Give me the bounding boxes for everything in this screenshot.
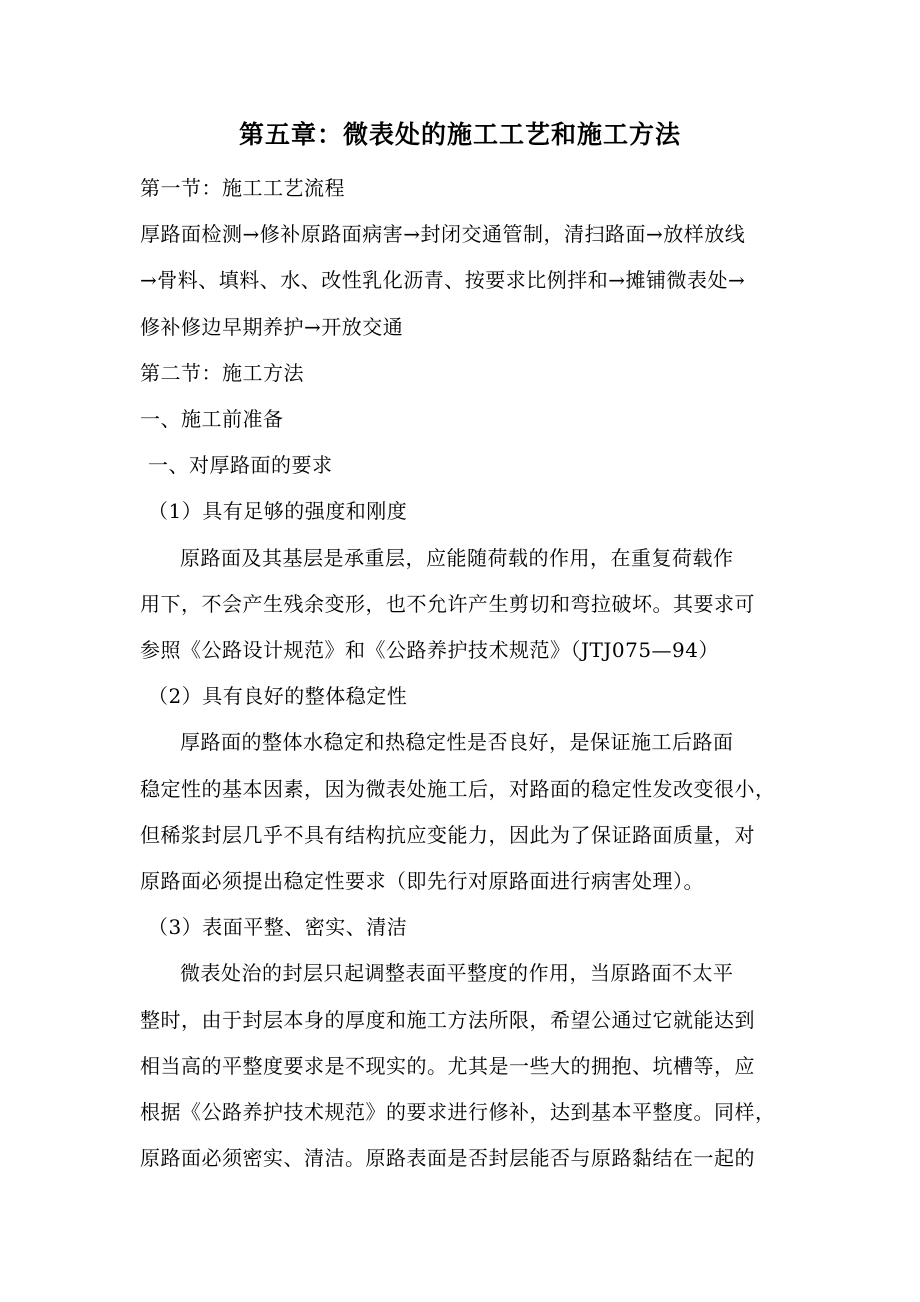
paragraph-line: 整时，由于封层本身的厚度和施工方法所限，希望公通过它就能达到 bbox=[140, 1007, 755, 1032]
paragraph-line: 稳定性的基本因素，因为微表处施工后，对路面的稳定性发改变很小， bbox=[140, 776, 776, 801]
section-heading: 第二节：施工方法 bbox=[140, 360, 304, 385]
paragraph-line: 相当高的平整度要求是不现实的。尤其是一些大的拥抱、坑槽等，应 bbox=[140, 1053, 755, 1078]
paragraph-line: 厚路面检测→修补原路面病害→封闭交通管制，清扫路面→放样放线 bbox=[140, 222, 746, 247]
paragraph-line: 微表处治的封层只起调整表面平整度的作用，当原路面不太平 bbox=[180, 961, 734, 986]
paragraph-line: 修补修边早期养护→开放交通 bbox=[140, 314, 404, 339]
paragraph-line: 厚路面的整体水稳定和热稳定性是否良好，是保证施工后路面 bbox=[180, 730, 734, 755]
document-body bbox=[140, 165, 785, 1181]
item-heading: （3）表面平整、密实、清洁 bbox=[148, 915, 408, 940]
chapter-title: 第五章：微表处的施工工艺和施工方法 bbox=[238, 120, 681, 149]
paragraph-line: 原路面必须提出稳定性要求（即先行对原路面进行病害处理）。 bbox=[140, 869, 704, 894]
section-heading: 第一节：施工工艺流程 bbox=[140, 176, 345, 200]
paragraph-line: 原路面必须密实、清洁。原路表面是否封层能否与原路黏结在一起的 bbox=[140, 1146, 755, 1171]
paragraph-line: →骨料、填料、水、改性乳化沥青、按要求比例拌和→摊铺微表处→ bbox=[140, 268, 746, 293]
paragraph-line: 但稀浆封层几乎不具有结构抗应变能力，因此为了保证路面质量，对 bbox=[140, 822, 755, 847]
paragraph-line: 用下，不会产生残余变形，也不允许产生剪切和弯拉破坏。其要求可 bbox=[140, 591, 755, 616]
paragraph-line: 根据《公路养护技术规范》的要求进行修补，达到基本平整度。同样， bbox=[140, 1100, 776, 1125]
subsection-heading: 一、施工前准备 bbox=[140, 407, 284, 432]
paragraph-line: 原路面及其基层是承重层，应能随荷载的作用，在重复荷载作 bbox=[180, 545, 734, 570]
item-heading: （2）具有良好的整体稳定性 bbox=[148, 684, 408, 709]
item-heading: （1）具有足够的强度和刚度 bbox=[148, 499, 408, 524]
paragraph-line: 参照《公路设计规范》和《公路养护技术规范》（JTJ075—94） bbox=[140, 638, 719, 663]
subsection-heading: 一、对厚路面的要求 bbox=[148, 453, 333, 478]
